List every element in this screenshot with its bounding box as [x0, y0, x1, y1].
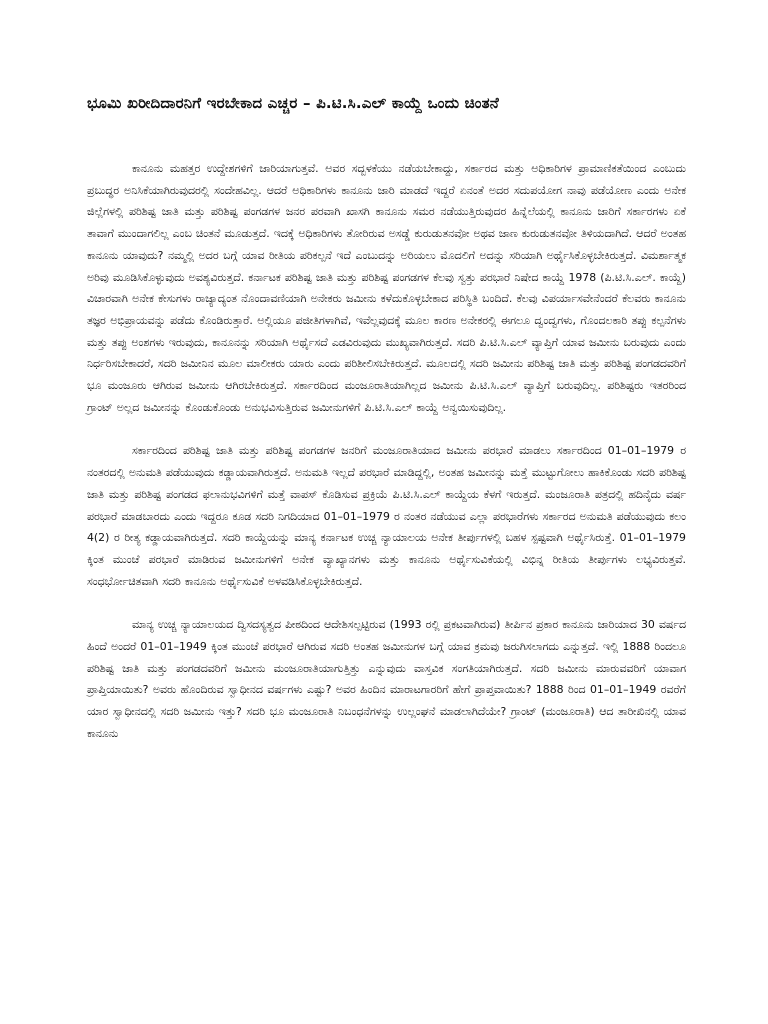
paragraph-2: ಸರ್ಕಾರದಿಂದ ಪರಿಶಿಷ್ಟ ಜಾತಿ ಮತ್ತು ಪರಿಶಿಷ್ಟ ಪಂಗಡಗಳ ಜನರಿಗೆ ಮಂಜೂರಾತಿಯಾದ ಜಮೀನು ಪರಭಾರೆ ಮಾಡಲು ಸರ್ಕಾರದಿಂದ 01–01–1979 ರ ನಂತರದಲ್ಲಿ ಅನುಮತಿ ಪಡೆಯುವುದು ಕಡ್ಡಾಯವಾಗಿರುತ್ತದೆ. ಅನುಮತಿ ಇಲ್ಲದೆ ಪರಭಾರೆ ಮಾಡಿದ್ದಲ್ಲಿ, ಅಂತಹ ಜಮೀನನ್ನು ಮತ್ತೆ ಮುಟ್ಟುಗೋಲು ಹಾಕಿಕೊಂಡು ಸದರಿ ಪರಿಶಿಷ್ಟ ಜಾತಿ ಮತ್ತು ಪರಿಶಿಷ್ಟ ಪಂಗಡದ ಫಲಾನುಭವಿಗಳಿಗೆ ಮತ್ತೆ ವಾಪಸ್ ಕೊಡಿಸುವ ಪ್ರಕ್ರಿಯೆ ಪಿ.ಟಿ.ಸಿ.ಎಲ್ ಕಾಯ್ದೆಯ ಕೆಳಗೆ ಇರುತ್ತದೆ. ಮಂಜೂರಾತಿ ಪತ್ರದಲ್ಲಿ ಹದಿನೈದು ವರ್ಷ ಪರಭಾರೆ ಮಾಡಬಾರದು ಎಂದು ಇದ್ದರೂ ಕೂಡ ಸದರಿ ನಿಗದಿಯಾದ 01–01–1979 ರ ನಂತರ ನಡೆಯುವ ಎಲ್ಲಾ ಪರಭಾರೆಗಳು ಸರ್ಕಾರದ ಅನುಮತಿ ಪಡೆಯುವುದು ಕಲಂ 4(2) ರ ರೀತ್ಯ ಕಡ್ಡಾಯವಾಗಿರುತ್ತದೆ. ಸದರಿ ಕಾಯ್ದೆಯನ್ನು ಮಾನ್ಯ ಕರ್ನಾಟಕ ಉಚ್ಚ ನ್ಯಾಯಾಲಯ ಅನೇಕ ತೀರ್ಪುಗಳಲ್ಲಿ ಬಹಳ ಸ್ಪಷ್ಟವಾಗಿ ಅರ್ಥೈಸಿರುತ್ತೆ. 01–01–1979 ಕ್ಕಿಂತ ಮುಂಚೆ ಪರಭಾರೆ ಮಾಡಿರುವ ಜಮೀನುಗಳಿಗೆ ಅನೇಕ ವ್ಯಾಖ್ಯಾನಗಳು ಮತ್ತು ಕಾನೂನು ಅರ್ಥೈಸುವಿಕೆಯಲ್ಲಿ ವಿಭಿನ್ನ ರೀತಿಯ ತೀರ್ಪುಗಳು ಲಭ್ಯವಿರುತ್ತವೆ. ಸಂಧರ್ಭೋಚಿತವಾಗಿ ಸದರಿ ಕಾನೂನು ಅರ್ಥೈಸುವಿಕೆ ಅಳವಡಿಸಿಕೊಳ್ಳಬೇಕಿರುತ್ತದೆ. — [87, 444, 686, 588]
document-title: ಭೂಮಿ ಖರೀದಿದಾರನಿಗೆ ಇರಬೇಕಾದ ಎಚ್ಚರ – ಪಿ.ಟಿ.ಸಿ.ಎಲ್ ಕಾಯ್ದೆ ಒಂದು ಚಿಂತನೆ — [87, 94, 499, 112]
paragraph-1: ಕಾನೂನು ಮಹತ್ತರ ಉದ್ದೇಶಗಳಿಗೆ ಜಾರಿಯಾಗುತ್ತವೆ. ಅವರ ಸದ್ಬಳಕೆಯು ನಡೆಯಬೇಕಾದ್ದು, ಸರ್ಕಾರದ ಮತ್ತು ಅಧಿಕಾರಿಗಳ ಪ್ರಾಮಾಣಿಕತೆಯಿಂದ ಎಂಬುದು ಪ್ರಬುದ್ಧರ ಅನಿಸಿಕೆಯಾಗಿರುವುದರಲ್ಲಿ ಸಂದೇಹವಿಲ್ಲ. ಆದರೆ ಅಧಿಕಾರಿಗಳು ಕಾನೂನು ಜಾರಿ ಮಾಡದೆ ಇದ್ದರೆ ಏನಂತೆ ಅದರ ಸದುಪಯೋಗ ನಾವು ಪಡೆಯೋಣ ಎಂದು ಅನೇಕ ಜಿಲ್ಲೆಗಳಲ್ಲಿ ಪರಿಶಿಷ್ಟ ಜಾತಿ ಮತ್ತು ಪರಿಶಿಷ್ಟ ಪಂಗಡಗಳ ಜನರ ಪರವಾಗಿ ಖಾಸಗಿ ಕಾನೂನು ಸಮರ ನಡೆಯುತ್ತಿರುವುದರ ಹಿನ್ನೆಲೆಯಲ್ಲಿ ಕಾನೂನು ಜಾರಿಗೆ ಸರ್ಕಾರಗಳು ಏಕೆ ತಾವಾಗೆ ಮುಂದಾಗಲಿಲ್ಲ ಎಂಬ ಚಿಂತನೆ ಮೂಡುತ್ತದೆ. ಇದಕ್ಕೆ ಅಧಿಕಾರಿಗಳು ತೋರಿರುವ ಅಸಡ್ಡೆ ಕುರುಡುತನವೋ ಅಥವ ಜಾಣ ಕುರುಡುತನವೋ ತಿಳಿಯದಾಗಿದೆ. ಆದರೆ ಅಂತಹ ಕಾನೂನು ಯಾವುದು? ನಮ್ಮಲ್ಲಿ ಅದರ ಬಗ್ಗೆ ಯಾವ ರೀತಿಯ ಪರಿಕಲ್ಪನೆ ಇದೆ ಎಂಬುದನ್ನು ಅರಿಯಲು ಮೊದಲಿಗೆ ಅದನ್ನು ಸರಿಯಾಗಿ ಅರ್ಥೈಸಿಕೊಳ್ಳಬೇಕಿರುತ್ತದೆ. ವಿಮರ್ಶಾತ್ಮಕ ಅರಿವು ಮೂಡಿಸಿಕೊಳ್ಳುವುದು ಅವಶ್ಯವಿರುತ್ತದೆ. ಕರ್ನಾಟಕ ಪರಿಶಿಷ್ಟ ಜಾತಿ ಮತ್ತು ಪರಿಶಿಷ್ಟ ಪಂಗಡಗಳ ಕೆಲವು ಸ್ವತ್ತು ಪರಭಾರೆ ನಿಷೇದ ಕಾಯ್ದೆ 1978 (ಪಿ.ಟಿ.ಸಿ.ಎಲ್. ಕಾಯ್ದೆ) ವಿಚಾರವಾಗಿ ಅನೇಕ ಕೇಸುಗಳು ರಾಜ್ಯಾದ್ಯಂತ ನೊಂದಾವಣಿಯಾಗಿ ಅನೇಕರು ಜಮೀನು ಕಳೆದುಕೊಳ್ಳಬೇಕಾದ ಪರಿಸ್ಥಿತಿ ಬಂದಿದೆ. ಕೆಲವು ವಿಪರ್ಯಾಸವೇನೆಂದರೆ ಕೆಲವರು ಕಾನೂನು ತಜ್ಞರ ಅಭಿಪ್ರಾಯವನ್ನು ಪಡೆದು ಕೊಂಡಿರುತ್ತಾರೆ. ಅಲ್ಲಿಯೂ ಪಜೀತಿಗಳಾಗಿವೆ, ಇವೆಲ್ಲವುದಕ್ಕೆ ಮೂಲ ಕಾರಣ ಅನೇಕರಲ್ಲಿ ಈಗಲೂ ದ್ವಂದ್ವಗಳು, ಗೊಂದಲಕಾರಿ ತಪ್ಪು ಕಲ್ಪನೆಗಳು ಮತ್ತು ತಪ್ಪು ಅಂಶಗಳು ಇರುವುದು, ಕಾನೂನನ್ನು ಸರಿಯಾಗಿ ಅರ್ಥೈಸದೆ ಎಡವಿರುವುದು ಮುಖ್ಯವಾಗಿರುತ್ತದೆ. ಸದರಿ ಪಿ.ಟಿ.ಸಿ.ಎಲ್ ವ್ಯಾಪ್ತಿಗೆ ಯಾವ ಜಮೀನು ಬರುವುದು ಎಂದು ನಿರ್ಧರಿಸಬೇಕಾದರೆ, ಸದರಿ ಜಮೀನಿನ ಮೂಲ ಮಾಲೀಕರು ಯಾರು ಎಂದು ಪರಿಶೀಲಿಸಬೇಕಿರುತ್ತದೆ. ಮೂಲದಲ್ಲಿ ಸದರಿ ಜಮೀನು ಪರಿಶಿಷ್ಟ ಜಾತಿ ಮತ್ತು ಪರಿಶಿಷ್ಟ ಪಂಗಡದವರಿಗೆ ಭೂ ಮಂಜೂರು ಆಗಿರುವ ಜಮೀನು ಆಗಿರಬೇಕಿರುತ್ತದೆ. ಸರ್ಕಾರದಿಂದ ಮಂಜೂರಾತಿಯಾಗಿಲ್ಲದ ಜಮೀನು ಪಿ.ಟಿ.ಸಿ.ಎಲ್ ವ್ಯಾಪ್ತಿಗೆ ಬರುವುದಿಲ್ಲ. ಪರಿಶಿಷ್ಟರು ಇತರರಿಂದ ಗ್ರಾಂಟ್ ಅಲ್ಲದ ಜಮೀನನ್ನು ಕೊಂಡುಕೊಂಡು ಅನುಭವಿಸುತ್ತಿರುವ ಜಮೀನುಗಳಿಗೆ ಪಿ.ಟಿ.ಸಿ.ಎಲ್ ಕಾಯ್ದೆ ಅನ್ವಯಿಸುವುದಿಲ್ಲ. — [87, 162, 686, 414]
document-body — [87, 158, 686, 745]
paragraph-3: ಮಾನ್ಯ ಉಚ್ಚ ನ್ಯಾಯಾಲಯದ ದ್ವಿಸದಸ್ಯತ್ವದ ಪೀಠದಿಂದ ಆದೇಶಿಸಲ್ಪಟ್ಟಿರುವ (1993 ರಲ್ಲಿ ಪ್ರಕಟವಾಗಿರುವ) ತೀರ್ಪಿನ ಪ್ರಕಾರ ಕಾನೂನು ಜಾರಿಯಾದ 30 ವರ್ಷದ ಹಿಂದೆ ಅಂದರೆ 01–01–1949 ಕ್ಕಿಂತ ಮುಂಚೆ ಪರಭಾರೆ ಆಗಿರುವ ಸದರಿ ಅಂತಹ ಜಮೀನುಗಳ ಬಗ್ಗೆ ಯಾವ ಕ್ರಮವು ಜರುಗಿಸಲಾಗದು ಎನ್ನುತ್ತದೆ. ಇಲ್ಲಿ 1888 ರಿಂದಲೂ ಪರಿಶಿಷ್ಟ ಜಾತಿ ಮತ್ತು ಪಂಗಡದವರಿಗೆ ಜಮೀನು ಮಂಜೂರಾತಿಯಾಗುತ್ತಿತ್ತು ಎನ್ನುವುದು ವಾಸ್ತವಿಕ ಸಂಗತಿಯಾಗಿರುತ್ತದೆ. ಸದರಿ ಜಮೀನು ಮಾರುವವರಿಗೆ ಯಾವಾಗ ಪ್ರಾಪ್ತಿಯಾಯಿತು? ಅವರು ಹೊಂದಿರುವ ಸ್ವಾಧೀನದ ವರ್ಷಗಳು ಎಷ್ಟು? ಅವರ ಹಿಂದಿನ ಮಾರಾಟಗಾರರಿಗೆ ಹೇಗೆ ಪ್ರಾಪ್ತವಾಯಿತು? 1888 ರಿಂದ 01–01–1949 ರವರೆಗೆ ಯಾರ ಸ್ವಾಧೀನದಲ್ಲಿ ಸದರಿ ಜಮೀನು ಇತ್ತು? ಸದರಿ ಭೂ ಮಂಜೂರಾತಿ ನಿಬಂಧನೆಗಳನ್ನು ಉಲ್ಲಂಘನೆ ಮಾಡಲಾಗಿದೆಯೇ? ಗ್ರಾಂಟ್ (ಮಂಜೂರಾತಿ) ಆದ ತಾರೀಖಿನಲ್ಲಿ ಯಾವ ಕಾನೂನು — [87, 618, 686, 740]
